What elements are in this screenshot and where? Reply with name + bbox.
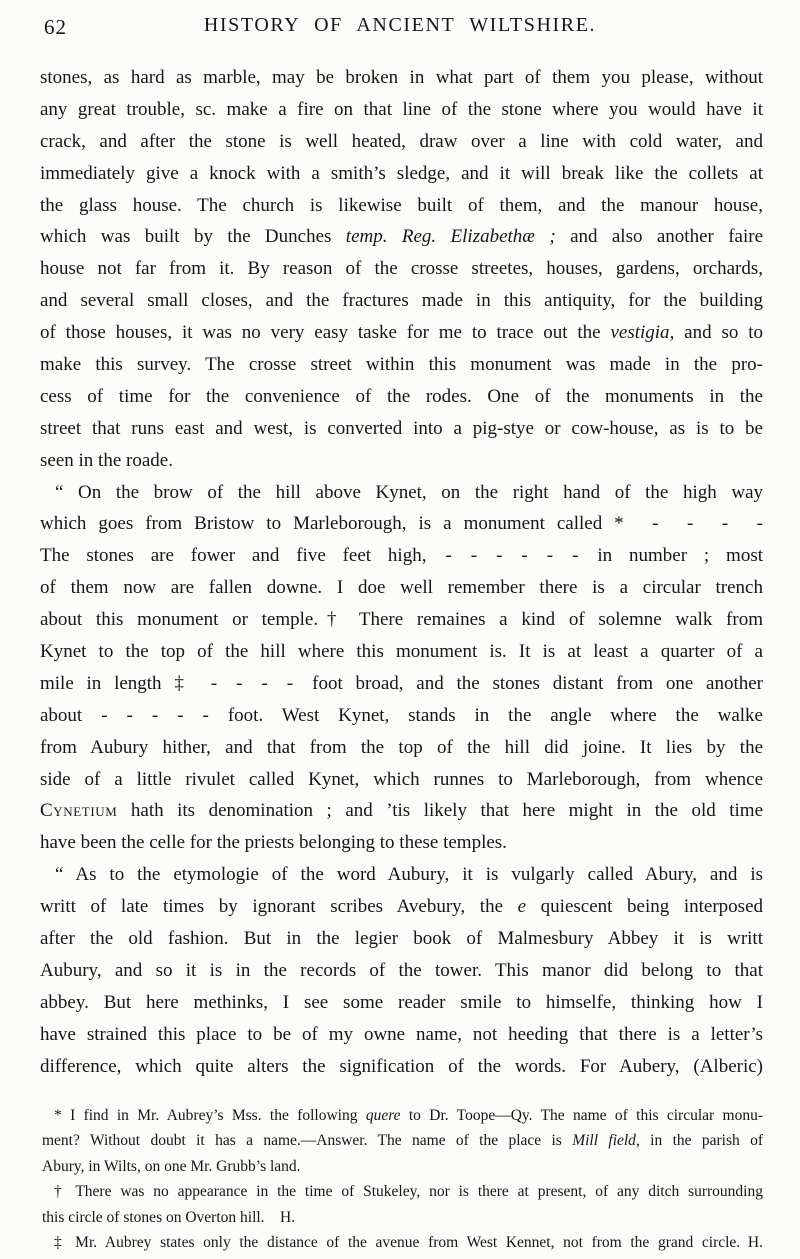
text-segment: hath its denomination ; and ’tis likely that here might in the old time (117, 800, 763, 822)
text-line (42, 1103, 763, 1129)
text-line (40, 987, 763, 1019)
text-segment: and also another faire (555, 226, 763, 248)
text-line (40, 381, 763, 413)
text-line (40, 445, 763, 477)
text-segment: quiescent being interposed (526, 896, 763, 918)
text-segment: the glass house. The church is likewise built of them, and the manour house, (40, 194, 763, 216)
text-segment: this circle of stones on Overton hill. H. (42, 1208, 296, 1226)
text-line (40, 891, 763, 923)
text-line (40, 604, 763, 636)
paragraph (40, 859, 763, 1082)
text-segment: abbey. But here methinks, I see some reader smile to himselfe, thinking how I (40, 991, 763, 1013)
page-number: 62 (44, 15, 67, 39)
smallcaps-text: Cynetium (40, 800, 118, 822)
text-segment: The stones are fower and five feet high, - - - - - - in number ; most (40, 545, 763, 567)
footnote (42, 1103, 763, 1180)
italic-text: quere (365, 1106, 401, 1124)
footnote (42, 1179, 763, 1230)
text-line (40, 636, 763, 668)
text-segment: immediately give a knock with a smith’s sledge, and it will break like the collets at (40, 162, 763, 184)
text-segment: from Aubury hither, and that from the top of the hill did joine. It lies by the (40, 736, 763, 758)
text-segment: cess of time for the convenience of the rodes. One of the monuments in the (40, 385, 763, 407)
text-line (40, 285, 763, 317)
italic-text: vestigia (610, 322, 670, 344)
text-line (40, 349, 763, 381)
text-segment: mile in length ‡ - - - - foot broad, and the stones distant from one another (40, 672, 763, 694)
text-segment: crack, and after the stone is well heated, draw over a line with cold water, and (40, 130, 763, 152)
text-segment: † There was no appearance in the time of Stukeley, nor is there at present, of any ditch surrounding (54, 1183, 763, 1201)
text-segment: street that runs east and west, is converted into a pig-stye or cow-house, as is to be (40, 417, 763, 439)
text-line (40, 540, 763, 572)
italic-text: e (517, 896, 527, 918)
text-segment: have strained this place to be of my owne name, not heeding that there is a letter’s (40, 1023, 763, 1045)
text-segment: “ As to the etymologie of the word Aubury, it is vulgarly called Abury, and is (55, 864, 763, 886)
text-line (40, 477, 763, 509)
text-segment: stones, as hard as marble, may be broken in what part of them you please, without (40, 67, 763, 88)
text-line (42, 1179, 763, 1205)
text-line (40, 413, 763, 445)
text-line (40, 764, 763, 796)
text-segment: of them now are fallen downe. I doe well remember there is a circular trench (40, 577, 763, 599)
text-line (40, 221, 763, 253)
text-line (40, 1019, 763, 1051)
body-text (40, 62, 763, 1083)
text-segment: “ On the brow of the hill above Kynet, on the right hand of the high way (55, 481, 763, 503)
footnotes (42, 1103, 763, 1257)
footnote (42, 1230, 763, 1256)
text-segment: about - - - - - foot. West Kynet, stands in the angle where the walke (40, 704, 763, 726)
text-segment: , in the parish of (635, 1132, 763, 1150)
paragraph (40, 62, 763, 477)
text-line (42, 1205, 763, 1231)
text-segment: ‡ Mr. Aubrey states only the distance of the avenue from West Kennet, not from the grand circle. H. (54, 1234, 763, 1252)
text-line (40, 253, 763, 285)
text-line (40, 923, 763, 955)
text-segment: Kynet to the top of the hill where this monument is. It is at least a quarter of a (40, 641, 763, 663)
text-segment: * I find in Mr. Aubrey’s Mss. the following (54, 1106, 366, 1124)
text-segment: make this survey. The crosse street within this monument was made in the pro- (40, 354, 763, 376)
text-segment: of those houses, it was no very easy taske for me to trace out the (40, 322, 611, 344)
text-line (40, 732, 763, 764)
text-segment: which was built by the Dunches (40, 226, 346, 248)
text-segment: Abury, in Wilts, on one Mr. Grubb’s land. (42, 1157, 301, 1175)
text-segment: seen in the roade. (40, 449, 173, 471)
text-line (42, 1128, 763, 1154)
text-segment: after the old fashion. But in the legier book of Malmesbury Abbey it is writt (40, 928, 763, 950)
text-segment: and several small closes, and the fractures made in this antiquity, for the building (40, 290, 763, 312)
text-segment: any great trouble, sc. make a fire on that line of the stone where you would have it (40, 98, 763, 120)
text-segment: which goes from Bristow to Marleborough, is a monument called * - - - - (40, 513, 763, 535)
text-line (40, 508, 763, 540)
page-header (40, 14, 760, 40)
running-title: HISTORY OF ANCIENT WILTSHIRE. (203, 14, 597, 36)
text-line (40, 668, 763, 700)
text-line (40, 158, 763, 190)
text-segment: ment? Without doubt it has a name.—Answer. The name of the place is (42, 1132, 573, 1150)
paragraph (40, 477, 763, 860)
italic-text: Mill field (572, 1132, 636, 1150)
text-line (40, 1051, 763, 1083)
text-segment: , and so to (669, 322, 763, 344)
text-line (40, 700, 763, 732)
text-segment: house not far from it. By reason of the crosse streetes, houses, gardens, orchards, (40, 258, 763, 280)
text-segment: Aubury, and so it is in the records of the tower. This manor did belong to that (40, 959, 763, 981)
text-line (40, 190, 763, 222)
text-segment: writt of late times by ignorant scribes Avebury, the (40, 896, 518, 918)
text-segment: to Dr. Toope—Qy. The name of this circular monu- (400, 1106, 763, 1124)
text-line (40, 94, 763, 126)
text-line (40, 317, 763, 349)
text-line (42, 1230, 763, 1256)
italic-text: temp. Reg. Elizabethæ ; (345, 226, 556, 248)
text-segment: side of a little rivulet called Kynet, which runnes to Marleborough, from whence (40, 768, 763, 790)
text-line (40, 955, 763, 987)
text-segment: about this monument or temple.† There remaines a kind of solemne walk from (40, 609, 763, 631)
text-line (40, 62, 763, 94)
text-line (40, 795, 763, 827)
text-segment: difference, which quite alters the signification of the words. For Aubery, (Alberic) (40, 1055, 763, 1077)
text-line (40, 572, 763, 604)
text-segment: have been the celle for the priests belonging to these temples. (40, 832, 507, 854)
text-line (42, 1154, 763, 1180)
text-line (40, 126, 763, 158)
text-line (40, 859, 763, 891)
text-line (40, 827, 763, 859)
